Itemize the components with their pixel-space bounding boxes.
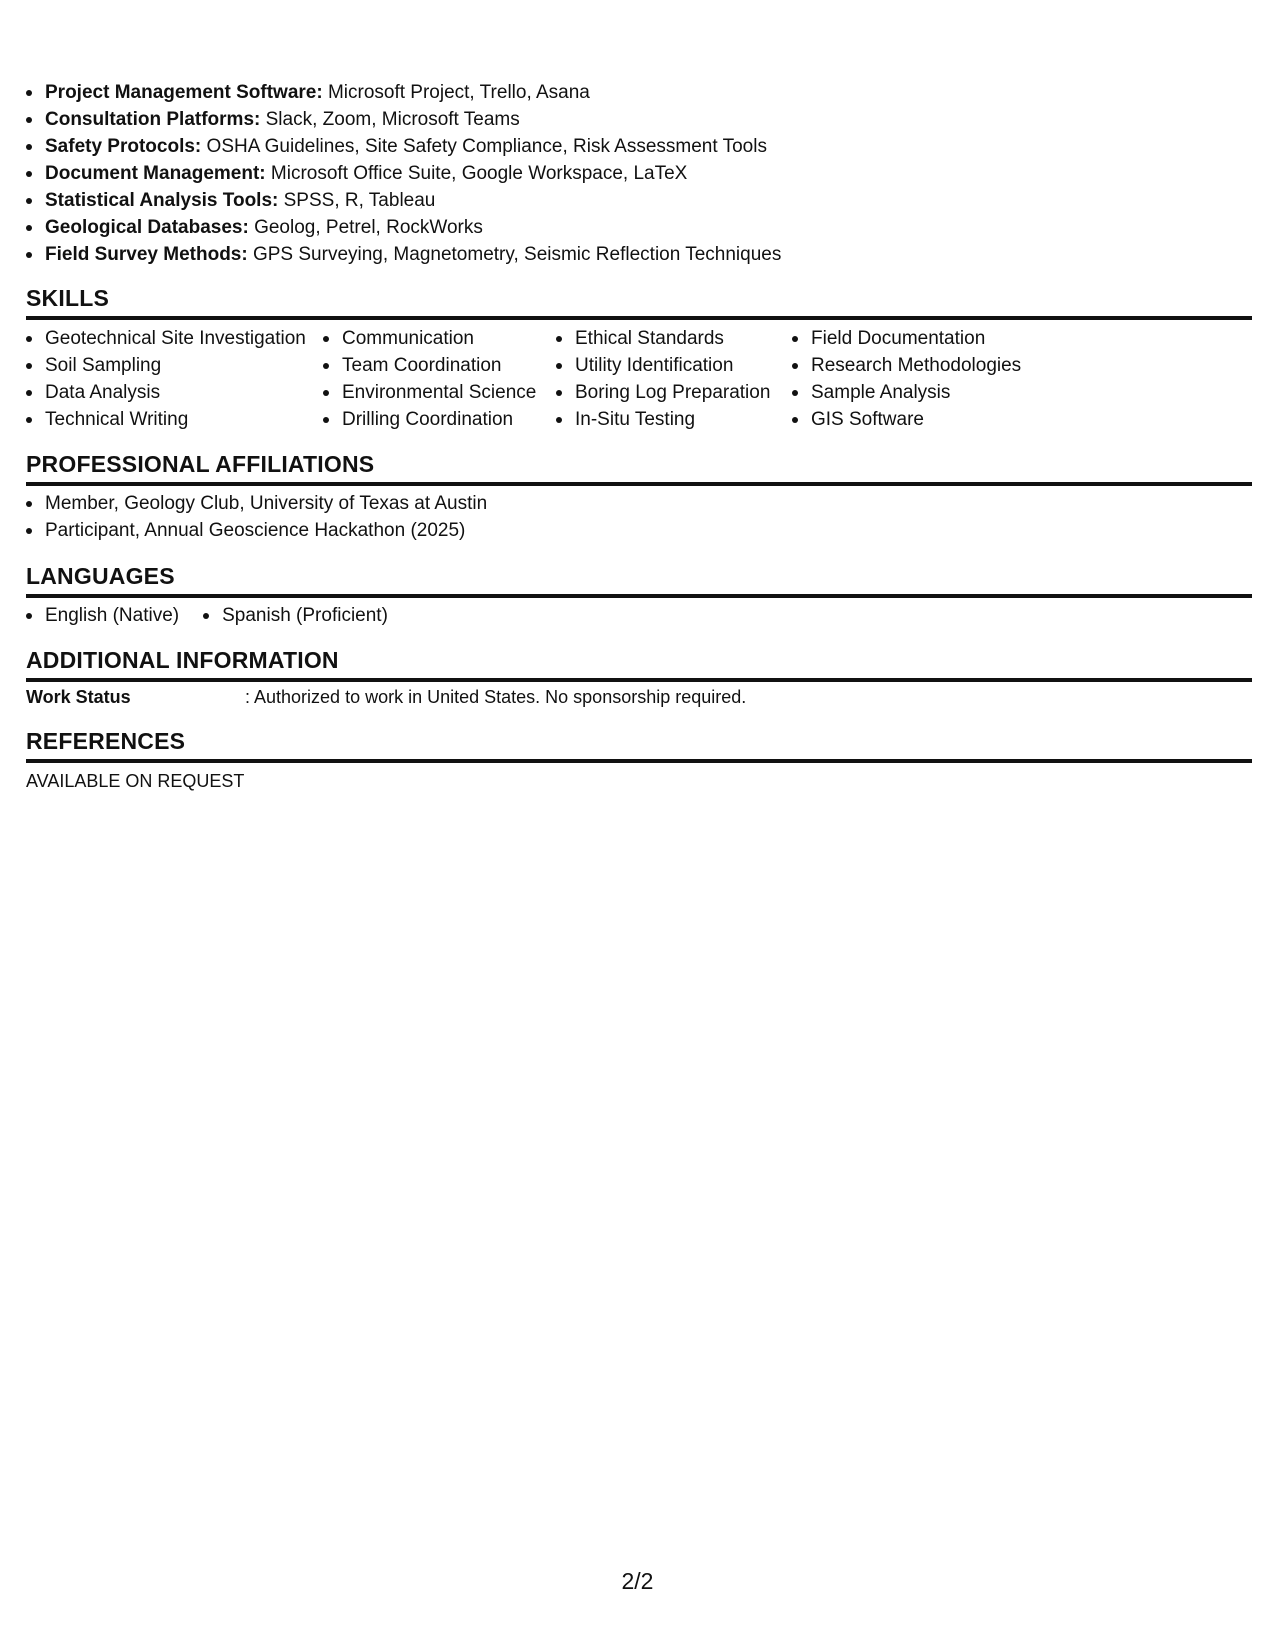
skill-item: Sample Analysis [792,379,1021,406]
skill-item: Drilling Coordination [323,406,536,433]
skill-item: Utility Identification [556,352,770,379]
tools-item-value: SPSS, R, Tableau [283,190,436,211]
tools-item-value: Slack, Zoom, Microsoft Teams [265,109,520,130]
skill-item: Technical Writing [26,406,306,433]
tools-item-key: Safety Protocols: [45,136,202,157]
tools-item-value: Microsoft Office Suite, Google Workspace, LaTeX [270,163,688,184]
language-item: English (Native) [26,602,179,629]
tools-item [26,214,1246,241]
affiliation-item: Participant, Annual Geoscience Hackathon (2025) [26,517,487,544]
tools-item-key: Field Survey Methods: [45,244,248,265]
skill-item: Team Coordination [323,352,536,379]
skill-item: Geotechnical Site Investigation [26,325,306,352]
additional-info-heading: ADDITIONAL INFORMATION [26,646,1252,682]
tools-item-key: Statistical Analysis Tools: [45,190,279,211]
skill-item: Communication [323,325,536,352]
tools-item [26,187,1246,214]
references-heading: REFERENCES [26,727,1252,763]
languages-list [26,602,412,629]
language-item: Spanish (Proficient) [203,602,388,629]
page-number: 2/2 [621,1568,654,1594]
tools-item-value: Microsoft Project, Trello, Asana [327,82,590,103]
work-status-value: : Authorized to work in United States. No sponsorship required. [245,687,747,707]
references-text: AVAILABLE ON REQUEST [26,771,245,791]
tools-item-value: Geolog, Petrel, RockWorks [254,217,483,238]
affiliations-list [26,490,487,544]
tools-item [26,79,1246,106]
skill-item: In-Situ Testing [556,406,770,433]
tools-item-key: Document Management: [45,163,266,184]
skill-item: Research Methodologies [792,352,1021,379]
tools-item-key: Consultation Platforms: [45,109,261,130]
skills-grid [26,325,1252,435]
skill-item: GIS Software [792,406,1021,433]
affiliation-item: Member, Geology Club, University of Texas at Austin [26,490,487,517]
languages-heading: LANGUAGES [26,562,1252,598]
tools-item [26,106,1246,133]
work-status-label: Work Status [26,687,131,707]
tools-item-key: Geological Databases: [45,217,249,238]
affiliations-heading: PROFESSIONAL AFFILIATIONS [26,450,1252,486]
skill-item: Ethical Standards [556,325,770,352]
skills-column [26,325,306,433]
skill-item: Boring Log Preparation [556,379,770,406]
skill-item: Data Analysis [26,379,306,406]
skills-column [323,325,536,433]
tools-item-value: OSHA Guidelines, Site Safety Compliance, Risk Assessment Tools [206,136,767,157]
tools-list [26,79,1246,268]
tools-item [26,241,1246,268]
tools-item [26,160,1246,187]
skill-item: Environmental Science [323,379,536,406]
tools-item-value: GPS Surveying, Magnetometry, Seismic Reflection Techniques [252,244,782,265]
tools-item-key: Project Management Software: [45,82,323,103]
skills-heading: SKILLS [26,284,1252,320]
skill-item: Field Documentation [792,325,1021,352]
skills-column [556,325,770,433]
skill-item: Soil Sampling [26,352,306,379]
tools-item [26,133,1246,160]
skills-column [792,325,1021,433]
